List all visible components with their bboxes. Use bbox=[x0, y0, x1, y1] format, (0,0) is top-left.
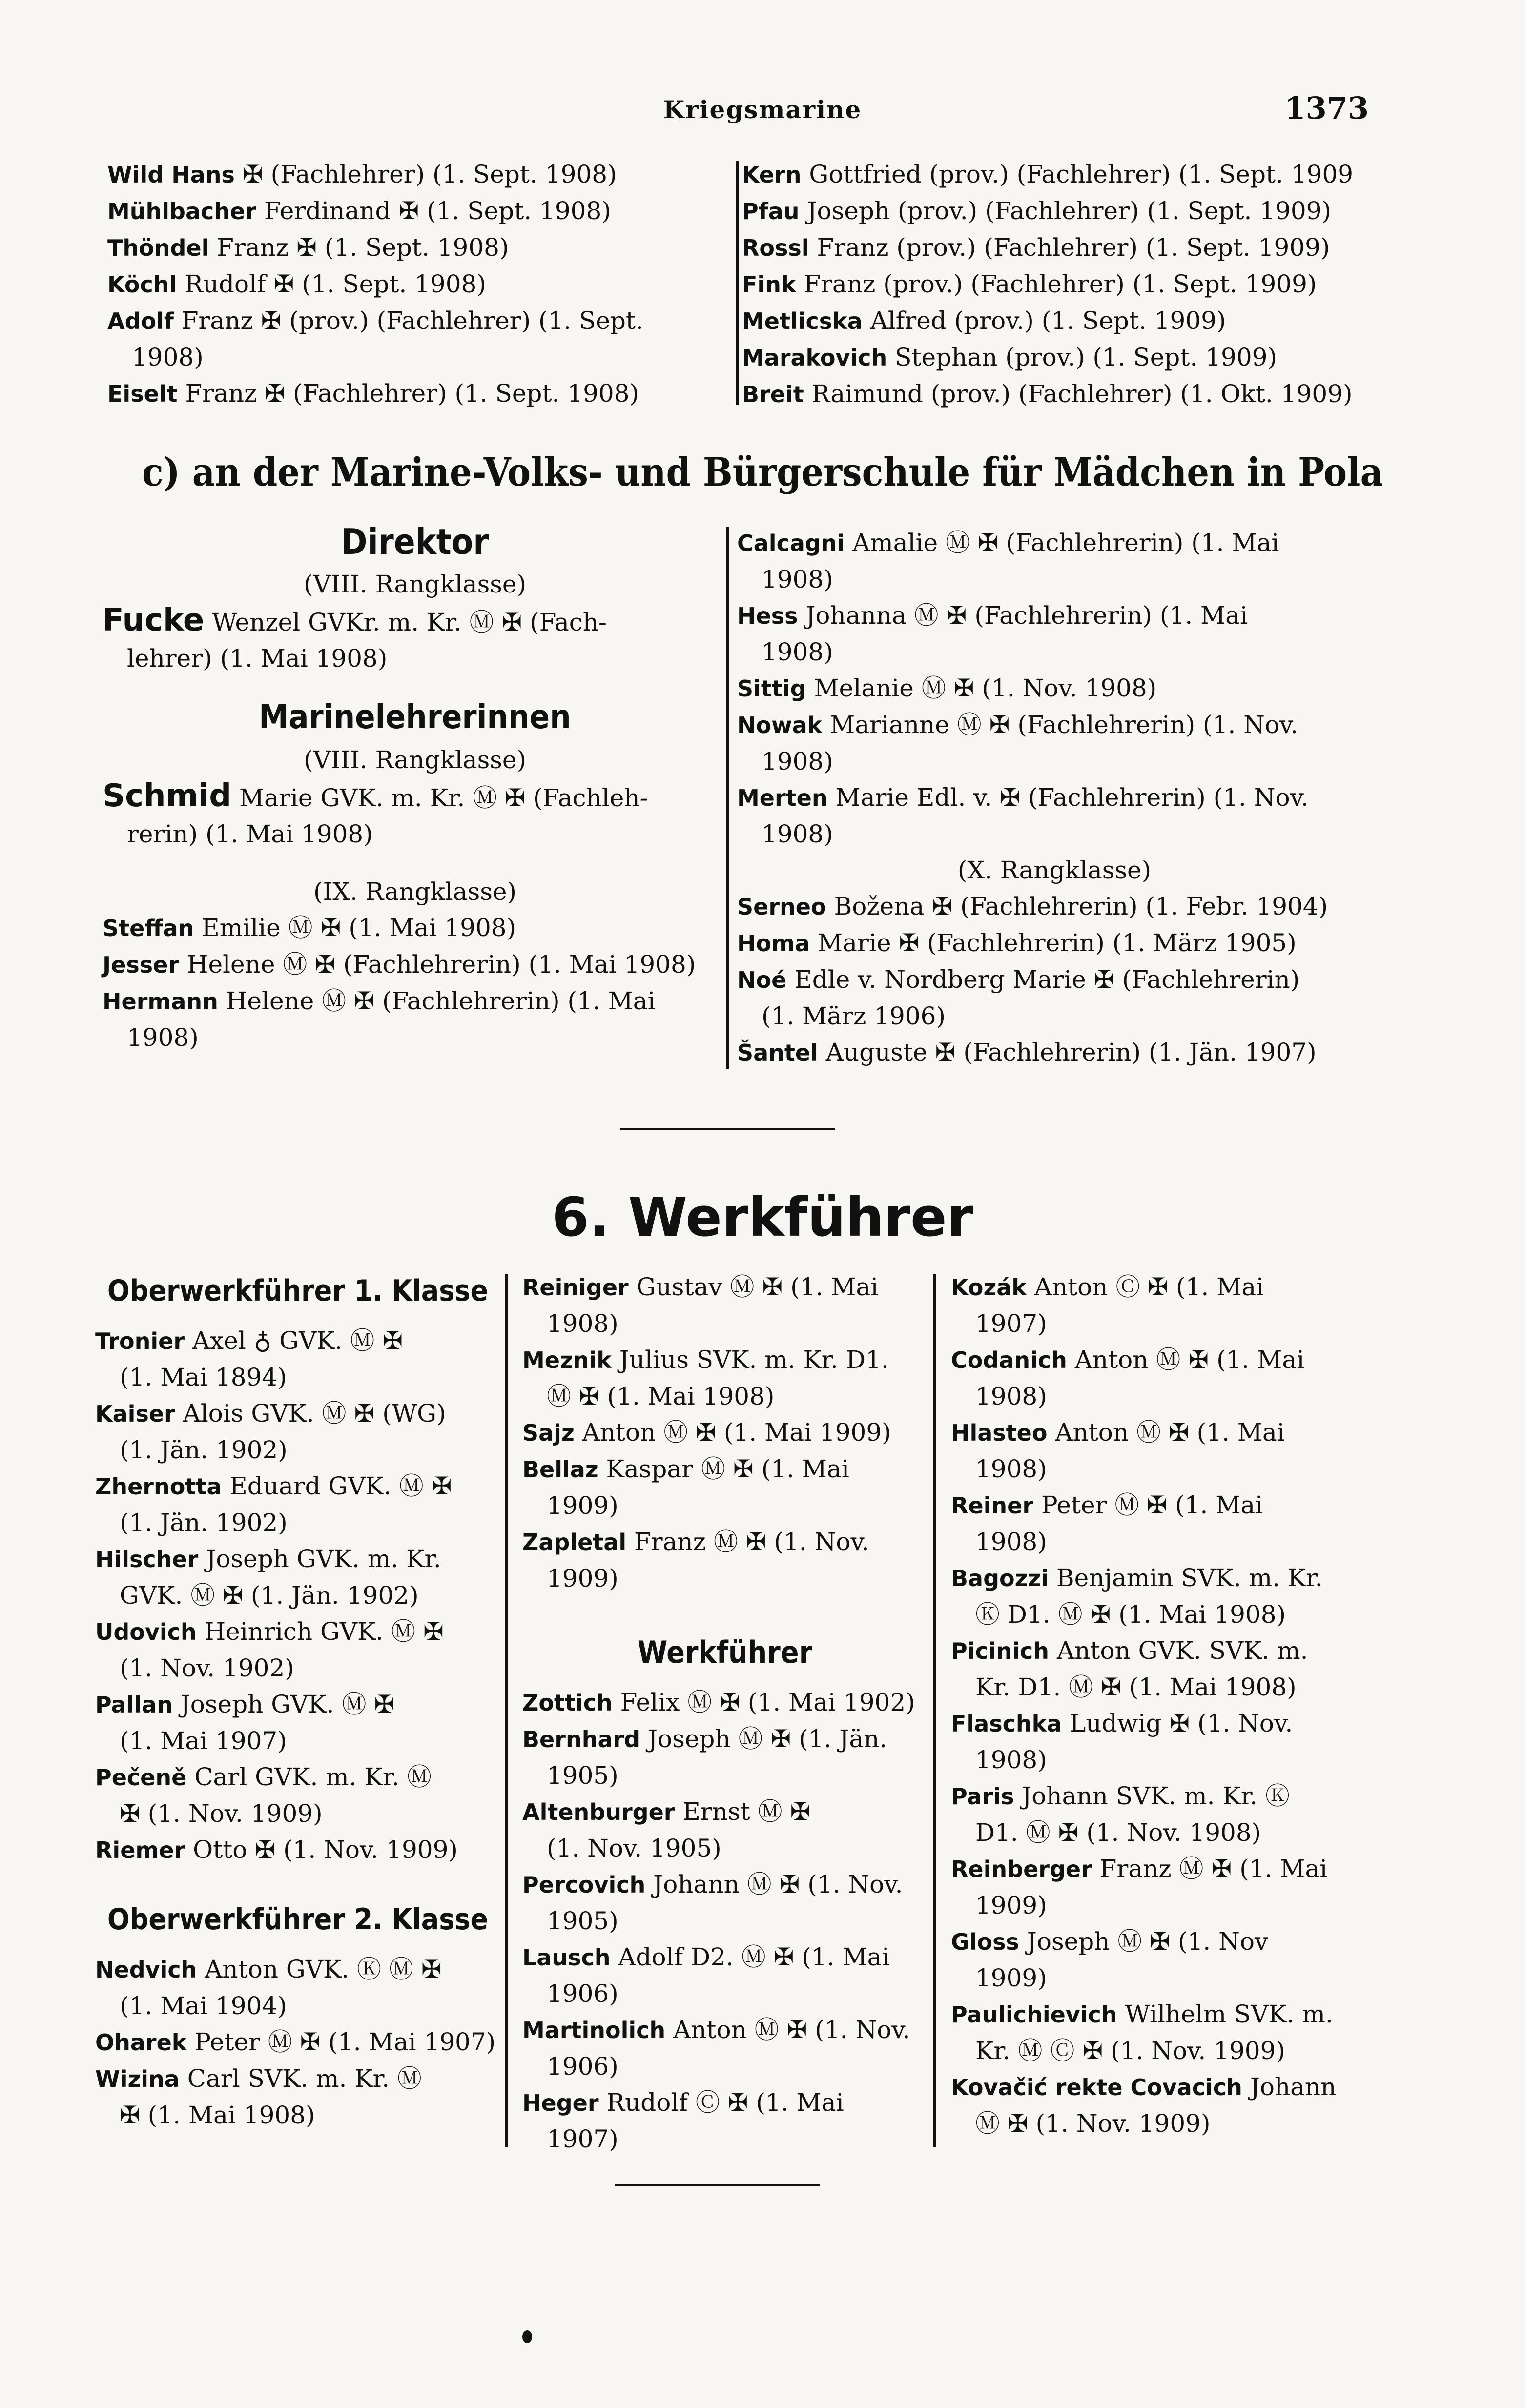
entry-text: Ludwig ✠ (1. Nov. bbox=[1070, 1709, 1293, 1737]
entry-name: Sittig bbox=[737, 675, 806, 702]
rank-ix: (IX. Rangklasse) bbox=[313, 877, 516, 906]
entry-text: Johanna Ⓜ ✠ (Fachlehrerin) (1. Mai bbox=[805, 601, 1248, 630]
list-item bbox=[522, 1524, 927, 1596]
entry-text: Amalie Ⓜ ✠ (Fachlehrerin) (1. Mai bbox=[852, 529, 1279, 557]
entry-name: Reiner bbox=[951, 1492, 1034, 1519]
entry-name: Schmid bbox=[103, 778, 232, 814]
entry-name: Serneo bbox=[737, 894, 826, 920]
werk-col-3 bbox=[951, 1269, 1381, 2142]
entry-text: Marie ✠ (Fachlehrerin) (1. März 1905) bbox=[817, 929, 1297, 957]
entry-text: Joseph GVK. Ⓜ ✠ bbox=[180, 1690, 395, 1718]
running-header: Kriegsmarine bbox=[663, 95, 862, 124]
entry-name: Eiselt bbox=[107, 381, 178, 407]
list-item bbox=[107, 193, 727, 229]
list-item bbox=[951, 1560, 1381, 1633]
entry-cont: Kr. Ⓜ Ⓒ ✠ (1. Nov. 1909) bbox=[975, 2037, 1285, 2065]
entry-name: Zottich bbox=[522, 1690, 613, 1716]
entry-name: Jesser bbox=[103, 952, 179, 978]
director-entry bbox=[103, 602, 727, 676]
section-6-title: 6. Werkführer bbox=[552, 1186, 973, 1248]
list-item bbox=[103, 983, 727, 1056]
entry-name: Codanich bbox=[951, 1347, 1067, 1373]
entry-cont: Ⓚ D1. Ⓜ ✠ (1. Mai 1908) bbox=[975, 1600, 1286, 1629]
list-item bbox=[522, 2084, 927, 2157]
entry-text: Marie Edl. v. ✠ (Fachlehrerin) (1. Nov. bbox=[835, 783, 1309, 812]
entry-text: Anton Ⓜ ✠ (1. Mai bbox=[1074, 1346, 1305, 1374]
entry-text: ✠ (Fachlehrer) (1. Sept. 1908) bbox=[242, 160, 617, 188]
oberwerk-1-heading: Oberwerkführer 1. Klasse bbox=[107, 1274, 489, 1308]
entry-name: Bellaz bbox=[522, 1456, 598, 1483]
list-item bbox=[107, 303, 727, 375]
list-item bbox=[737, 961, 1372, 1034]
list-item bbox=[737, 670, 1372, 707]
list-item bbox=[95, 1323, 500, 1395]
entry-name: Zapletal bbox=[522, 1529, 627, 1555]
entry-text: Marie GVK. m. Kr. Ⓜ ✠ (Fachleh- bbox=[239, 784, 648, 812]
entry-name: Fink bbox=[742, 271, 796, 298]
entry-text: Anton Ⓜ ✠ (1. Mai 1909) bbox=[582, 1418, 891, 1447]
entry-name: Merten bbox=[737, 785, 828, 811]
werkfuehrer-heading: Werkführer bbox=[637, 1634, 813, 1670]
entry-cont: 1906) bbox=[547, 2052, 618, 2081]
entry-name: Pfau bbox=[742, 198, 800, 224]
entry-cont: 1908) bbox=[762, 747, 833, 775]
list-item bbox=[522, 1684, 927, 1721]
entry-text: Adolf D2. Ⓜ ✠ (1. Mai bbox=[618, 1943, 890, 1971]
entry-name: Noé bbox=[737, 967, 787, 993]
list-item bbox=[103, 910, 727, 946]
entry-text: Wilhelm SVK. m. bbox=[1125, 2000, 1333, 2028]
entry-name: Heger bbox=[522, 2090, 599, 2116]
entry-name: Udovich bbox=[95, 1619, 197, 1645]
list-item bbox=[737, 525, 1372, 597]
entry-cont: Ⓜ ✠ (1. Mai 1908) bbox=[547, 1382, 775, 1410]
entry-name: Wild Hans bbox=[107, 162, 235, 188]
list-item bbox=[522, 1342, 927, 1414]
entry-cont: 1908) bbox=[975, 1528, 1047, 1556]
entry-name: Tronier bbox=[95, 1328, 185, 1354]
entry-text: Joseph Ⓜ ✠ (1. Jän. bbox=[648, 1725, 887, 1753]
teachers-heading: Marinelehrerinnen bbox=[259, 698, 571, 736]
list-item bbox=[951, 1269, 1381, 1342]
entry-cont: 1908) bbox=[975, 1746, 1047, 1774]
entry-cont: 1905) bbox=[547, 1761, 618, 1790]
entry-cont: 1908) bbox=[547, 1309, 618, 1338]
entry-cont: 1909) bbox=[547, 1491, 618, 1520]
entry-name: Fucke bbox=[103, 602, 205, 638]
entry-name: Zhernotta bbox=[95, 1473, 222, 1500]
entry-name: Flaschka bbox=[951, 1711, 1062, 1737]
entry-name: Reinberger bbox=[951, 1856, 1092, 1882]
top-right-column bbox=[742, 156, 1372, 412]
entry-cont: (1. Nov. 1902) bbox=[120, 1654, 294, 1682]
list-item bbox=[107, 229, 727, 266]
director-heading: Direktor bbox=[341, 521, 489, 562]
entry-text: Kaspar Ⓜ ✠ (1. Mai bbox=[606, 1455, 849, 1483]
page-number: 1373 bbox=[1284, 90, 1369, 126]
oberwerk-2-heading: Oberwerkführer 2. Klasse bbox=[107, 1902, 489, 1937]
entry-cont: 1909) bbox=[547, 1564, 618, 1592]
list-item bbox=[95, 1395, 500, 1468]
entry-text: Emilie Ⓜ ✠ (1. Mai 1908) bbox=[202, 914, 516, 942]
entry-name: Bagozzi bbox=[951, 1565, 1049, 1592]
list-item bbox=[95, 1686, 500, 1759]
entry-cont: (1. Mai 1894) bbox=[120, 1363, 287, 1391]
entry-name: Lausch bbox=[522, 1944, 611, 1971]
entry-name: Sajz bbox=[522, 1420, 575, 1446]
entry-text: Stephan (prov.) (1. Sept. 1909) bbox=[895, 343, 1277, 371]
entry-name: Kern bbox=[742, 162, 802, 188]
list-item bbox=[95, 2024, 500, 2061]
entry-name: Martinolich bbox=[522, 2017, 666, 2043]
entry-text: Auguste ✠ (Fachlehrerin) (1. Jän. 1907) bbox=[825, 1038, 1317, 1066]
list-item bbox=[951, 1996, 1381, 2069]
entry-text: Ferdinand ✠ (1. Sept. 1908) bbox=[264, 197, 611, 225]
column-divider bbox=[933, 1274, 936, 2147]
entry-text: Alfred (prov.) (1. Sept. 1909) bbox=[870, 306, 1226, 335]
entry-text: Franz Ⓜ ✠ (1. Nov. bbox=[634, 1528, 869, 1556]
entry-name: Altenburger bbox=[522, 1799, 675, 1825]
entry-cont: ✠ (1. Nov. 1909) bbox=[120, 1799, 323, 1828]
list-item bbox=[742, 376, 1372, 412]
list-item bbox=[95, 1541, 500, 1613]
list-item bbox=[742, 303, 1372, 339]
entry-cont: 1908) bbox=[975, 1455, 1047, 1483]
list-item bbox=[95, 2061, 500, 2133]
entry-text: Franz ✠ (1. Sept. 1908) bbox=[217, 233, 509, 262]
entry-cont: 1908) bbox=[762, 820, 833, 848]
entry-name: Paulichievich bbox=[951, 2001, 1117, 2028]
entry-cont: (1. Mai 1907) bbox=[120, 1727, 287, 1755]
entry-cont: 1907) bbox=[975, 1309, 1047, 1338]
entry-name: Pečeně bbox=[95, 1764, 187, 1791]
entry-name: Kaiser bbox=[95, 1401, 175, 1427]
entry-text: Joseph Ⓜ ✠ (1. Nov bbox=[1027, 1927, 1269, 1956]
entry-text: Anton Ⓒ ✠ (1. Mai bbox=[1034, 1273, 1264, 1301]
entry-name: Gloss bbox=[951, 1929, 1019, 1955]
list-item bbox=[951, 2069, 1381, 2142]
list-item bbox=[742, 193, 1372, 229]
list-item bbox=[951, 1923, 1381, 1996]
entry-cont: 1905) bbox=[547, 1907, 618, 1935]
entry-cont: Ⓜ ✠ (1. Nov. 1909) bbox=[975, 2109, 1211, 2138]
entry-text: Franz ✠ (prov.) (Fachlehrer) (1. Sept. bbox=[181, 306, 643, 335]
entry-text: Božena ✠ (Fachlehrerin) (1. Febr. 1904) bbox=[834, 892, 1328, 920]
entry-cont: 1908) bbox=[762, 565, 833, 593]
entry-text: Ernst Ⓜ ✠ bbox=[682, 1797, 811, 1826]
entry-text: Melanie Ⓜ ✠ (1. Nov. 1908) bbox=[814, 674, 1157, 702]
entry-name: Adolf bbox=[107, 308, 174, 334]
entry-cont: 1908) bbox=[127, 1023, 199, 1052]
list-item bbox=[103, 946, 727, 983]
entry-text: Raimund (prov.) (Fachlehrer) (1. Okt. 1909) bbox=[811, 380, 1353, 408]
entry-name: Meznik bbox=[522, 1347, 612, 1373]
entry-text: Johann Ⓜ ✠ (1. Nov. bbox=[653, 1870, 903, 1898]
entry-text: Carl SVK. m. Kr. Ⓜ bbox=[187, 2064, 422, 2093]
entry-text: Julius SVK. m. Kr. D1. bbox=[619, 1346, 889, 1374]
entry-name: Wizina bbox=[95, 2066, 180, 2092]
schmid-entry bbox=[103, 778, 727, 852]
entry-cont: (1. Jän. 1902) bbox=[120, 1509, 288, 1537]
entry-text: Wenzel GVKr. m. Kr. Ⓜ ✠ (Fach- bbox=[212, 608, 607, 636]
entry-text: Heinrich GVK. Ⓜ ✠ bbox=[204, 1617, 444, 1646]
director-rank: (VIII. Rangklasse) bbox=[304, 570, 526, 598]
entry-name: Hlasteo bbox=[951, 1420, 1048, 1446]
rule bbox=[620, 1128, 835, 1130]
list-item bbox=[107, 266, 727, 303]
entry-text: Marianne Ⓜ ✠ (Fachlehrerin) (1. Nov. bbox=[830, 711, 1298, 739]
column-divider bbox=[726, 527, 729, 1069]
entry-name: Percovich bbox=[522, 1872, 646, 1898]
entry-text: Johann SVK. m. Kr. Ⓚ bbox=[1022, 1782, 1290, 1810]
entry-text: Peter Ⓜ ✠ (1. Mai bbox=[1041, 1491, 1263, 1519]
list-item bbox=[522, 2012, 927, 2084]
entry-text: Gustav Ⓜ ✠ (1. Mai bbox=[636, 1273, 879, 1301]
column-divider bbox=[505, 1274, 508, 2147]
list-item bbox=[951, 1705, 1381, 1778]
entry-name: Hilscher bbox=[95, 1546, 199, 1572]
entry-cont: (1. März 1906) bbox=[762, 1002, 946, 1030]
entry-cont: D1. Ⓜ ✠ (1. Nov. 1908) bbox=[975, 1818, 1261, 1847]
list-item bbox=[951, 1487, 1381, 1560]
entry-text: Johann bbox=[1250, 2073, 1337, 2101]
entry-text: Gottfried (prov.) (Fachlehrer) (1. Sept. 1909 bbox=[809, 160, 1354, 188]
entry-name: Pallan bbox=[95, 1692, 173, 1718]
entry-text: Anton Ⓜ ✠ (1. Mai bbox=[1055, 1418, 1285, 1447]
entry-text: Joseph (prov.) (Fachlehrer) (1. Sept. 1909) bbox=[807, 197, 1332, 225]
list-item bbox=[95, 1468, 500, 1541]
section-c-title: c) an der Marine-Volks- und Bürgerschule für Mädchen in Pola bbox=[142, 449, 1383, 495]
entry-text: Benjamin SVK. m. Kr. bbox=[1056, 1564, 1323, 1592]
list-item bbox=[951, 1342, 1381, 1414]
list-item bbox=[95, 1759, 500, 1832]
entry-name: Kovačić rekte Covacich bbox=[951, 2074, 1242, 2101]
list-item bbox=[95, 1613, 500, 1686]
entry-text: Felix Ⓜ ✠ (1. Mai 1902) bbox=[620, 1688, 915, 1716]
list-item bbox=[951, 1851, 1381, 1923]
entry-name: Reiniger bbox=[522, 1274, 629, 1301]
entry-cont: Kr. D1. Ⓜ ✠ (1. Mai 1908) bbox=[975, 1673, 1297, 1701]
entry-name: Thöndel bbox=[107, 235, 209, 261]
entry-cont: ✠ (1. Mai 1908) bbox=[120, 2101, 315, 2129]
top-left-column bbox=[107, 156, 727, 412]
list-item bbox=[951, 1414, 1381, 1487]
entry-cont: GVK. Ⓜ ✠ (1. Jän. 1902) bbox=[120, 1581, 419, 1610]
list-item bbox=[742, 156, 1372, 193]
entry-name: Breit bbox=[742, 381, 804, 408]
list-item bbox=[107, 156, 727, 193]
rank-x: (X. Rangklasse) bbox=[957, 856, 1152, 884]
entry-name: Kozák bbox=[951, 1274, 1027, 1301]
entry-cont: 1908) bbox=[762, 638, 833, 666]
list-item bbox=[522, 1721, 927, 1794]
entry-name: Homa bbox=[737, 930, 810, 957]
entry-name: Šantel bbox=[737, 1040, 818, 1066]
entry-cont: lehrer) (1. Mai 1908) bbox=[127, 644, 388, 673]
teachers-rank: (VIII. Rangklasse) bbox=[304, 746, 526, 774]
entry-text: Franz ✠ (Fachlehrer) (1. Sept. 1908) bbox=[185, 379, 639, 408]
list-item bbox=[737, 779, 1372, 852]
list-item bbox=[522, 1939, 927, 2012]
entry-text: Joseph GVK. m. Kr. bbox=[206, 1545, 441, 1573]
list-item bbox=[737, 1034, 1372, 1071]
entry-text: Alois GVK. Ⓜ ✠ (WG) bbox=[183, 1399, 446, 1428]
list-item bbox=[522, 1269, 927, 1342]
list-item bbox=[522, 1451, 927, 1524]
list-item bbox=[95, 1951, 500, 2024]
entry-text: Franz (prov.) (Fachlehrer) (1. Sept. 1909) bbox=[804, 270, 1317, 298]
entry-text: Anton Ⓜ ✠ (1. Nov. bbox=[673, 2016, 910, 2044]
entry-cont: (1. Mai 1904) bbox=[120, 1992, 287, 2020]
entry-cont: 1907) bbox=[547, 2125, 618, 2153]
entry-name: Marakovich bbox=[742, 345, 887, 371]
entry-text: Carl GVK. m. Kr. Ⓜ bbox=[194, 1763, 432, 1791]
entry-text: Franz (prov.) (Fachlehrer) (1. Sept. 1909) bbox=[817, 233, 1330, 262]
entry-text: Otto ✠ (1. Nov. 1909) bbox=[193, 1836, 458, 1864]
list-item bbox=[742, 266, 1372, 303]
werk-col-2 bbox=[522, 1269, 927, 2157]
entry-text: Eduard GVK. Ⓜ ✠ bbox=[229, 1472, 452, 1500]
entry-cont: 1908) bbox=[975, 1382, 1047, 1410]
print-mark bbox=[522, 2330, 532, 2343]
c-right-column bbox=[737, 525, 1372, 1071]
entry-name: Metlicska bbox=[742, 308, 863, 334]
entry-text: Edle v. Nordberg Marie ✠ (Fachlehrerin) bbox=[794, 965, 1300, 994]
entry-name: Köchl bbox=[107, 271, 177, 298]
entry-name: Bernhard bbox=[522, 1726, 640, 1753]
entry-text: Anton GVK. Ⓚ Ⓜ ✠ bbox=[205, 1955, 442, 1983]
list-item bbox=[737, 597, 1372, 670]
entry-name: Riemer bbox=[95, 1837, 185, 1863]
list-item bbox=[742, 229, 1372, 266]
rule bbox=[615, 2184, 820, 2186]
list-item bbox=[951, 1778, 1381, 1851]
werk-col-1 bbox=[95, 1269, 500, 2133]
entry-text: Axel ♁ GVK. Ⓜ ✠ bbox=[192, 1326, 403, 1355]
entry-name: Hermann bbox=[103, 988, 218, 1015]
entry-text: Rudolf Ⓒ ✠ (1. Mai bbox=[606, 2088, 844, 2117]
entry-name: Hess bbox=[737, 603, 798, 629]
list-item bbox=[742, 339, 1372, 376]
entry-text: Rudolf ✠ (1. Sept. 1908) bbox=[185, 270, 486, 298]
c-left-column bbox=[103, 517, 727, 1056]
list-item bbox=[522, 1414, 927, 1451]
entry-cont: 1909) bbox=[975, 1891, 1047, 1919]
entry-cont: (1. Jän. 1902) bbox=[120, 1436, 288, 1464]
entry-cont: 1909) bbox=[975, 1964, 1047, 1992]
list-item bbox=[737, 707, 1372, 779]
entry-text: Helene Ⓜ ✠ (Fachlehrerin) (1. Mai bbox=[226, 987, 656, 1015]
column-divider bbox=[736, 161, 739, 405]
entry-cont: rerin) (1. Mai 1908) bbox=[127, 820, 373, 848]
entry-name: Rossl bbox=[742, 235, 809, 261]
entry-cont: (1. Nov. 1905) bbox=[547, 1834, 721, 1862]
list-item bbox=[737, 925, 1372, 961]
entry-name: Paris bbox=[951, 1783, 1014, 1810]
list-item bbox=[522, 1866, 927, 1939]
entry-text: Franz Ⓜ ✠ (1. Mai bbox=[1099, 1855, 1328, 1883]
entry-name: Picinich bbox=[951, 1638, 1050, 1664]
list-item bbox=[107, 375, 727, 412]
entry-text: Peter Ⓜ ✠ (1. Mai 1907) bbox=[194, 2028, 496, 2056]
list-item bbox=[737, 888, 1372, 925]
entry-name: Steffan bbox=[103, 915, 194, 941]
list-item bbox=[95, 1832, 500, 1868]
list-item bbox=[951, 1633, 1381, 1705]
list-item bbox=[522, 1794, 927, 1866]
entry-name: Oharek bbox=[95, 2029, 187, 2056]
entry-cont: 1908) bbox=[132, 343, 204, 371]
entry-name: Mühlbacher bbox=[107, 198, 256, 224]
entry-name: Nedvich bbox=[95, 1957, 197, 1983]
entry-name: Nowak bbox=[737, 712, 823, 738]
entry-name: Calcagni bbox=[737, 530, 845, 556]
entry-cont: 1906) bbox=[547, 1979, 618, 2008]
entry-text: Anton GVK. SVK. m. bbox=[1056, 1636, 1308, 1665]
entry-text: Helene Ⓜ ✠ (Fachlehrerin) (1. Mai 1908) bbox=[186, 950, 696, 979]
